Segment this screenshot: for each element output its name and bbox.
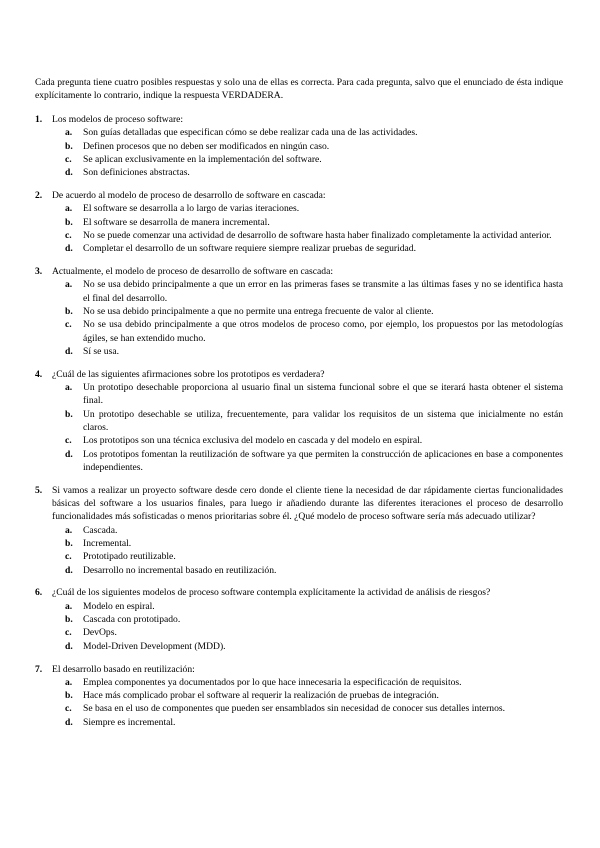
- option-letter: b.: [65, 140, 73, 152]
- question-item: [35, 663, 563, 729]
- intro-paragraph: Cada pregunta tiene cuatro posibles respuestas y solo una de ellas es correcta. Para cada pregunta, salvo que el enunciado de ésta indique explícitamente lo contrario, indique la respuesta VERDADERA.: [35, 77, 563, 102]
- option-list: [35, 202, 563, 255]
- question-item: [35, 484, 563, 577]
- option-letter: a.: [65, 127, 73, 139]
- question-stem: [35, 586, 563, 599]
- option-text: Los prototipos fomentan la reutilización de software ya que permiten la construcción de aplicaciones en base a componentes independientes.: [83, 448, 563, 473]
- option-text: Desarrollo no incremental basado en reutilización.: [83, 564, 277, 576]
- option-text: No se puede comenzar una actividad de desarrollo de software hasta haber finalizado completamente la actividad anterior.: [83, 229, 552, 241]
- option-letter: c.: [65, 435, 72, 447]
- question-text: ¿Cuál de los siguientes modelos de proceso software contempla explícitamente la actividad de análisis de riesgos?: [52, 587, 491, 599]
- option-letter: a.: [65, 600, 73, 612]
- option-list: [35, 600, 563, 653]
- answer-option: [35, 408, 563, 435]
- option-text: No se usa debido principalmente a que no permite una entrega frecuente de valor al cliente.: [83, 306, 434, 318]
- question-stem: [35, 484, 563, 524]
- question-text: Actualmente, el modelo de proceso de desarrollo de software en cascada:: [52, 266, 334, 278]
- option-text: Un prototipo desechable se utiliza, frecuentemente, para validar los requisitos de un sistema que inicialmente no están claros.: [83, 408, 563, 434]
- answer-option: [35, 448, 563, 475]
- question-number: 6.: [35, 587, 43, 599]
- answer-option: [35, 381, 563, 408]
- option-letter: a.: [65, 524, 73, 536]
- option-letter: b.: [65, 537, 73, 549]
- option-letter: b.: [65, 216, 73, 228]
- option-text: DevOps.: [83, 627, 117, 639]
- option-letter: b.: [65, 614, 73, 626]
- option-text: No se usa debido principalmente a que otros modelos de proceso como, por ejemplo, los propuestos por las metodologías ágiles, se han extendido mucho.: [83, 319, 563, 344]
- option-text: Cascada con prototipado.: [83, 614, 181, 626]
- option-text: Prototipado reutilizable.: [83, 551, 176, 563]
- question-item: [35, 368, 563, 474]
- answer-option: [35, 613, 563, 626]
- option-letter: d.: [65, 716, 73, 728]
- option-letter: a.: [65, 279, 73, 291]
- question-text: ¿Cuál de las siguientes afirmaciones sobre los prototipos es verdadera?: [52, 368, 325, 380]
- option-letter: a.: [65, 382, 73, 394]
- option-letter: b.: [65, 306, 73, 318]
- option-text: Completar el desarrollo de un software requiere siempre realizar pruebas de seguridad.: [83, 243, 416, 255]
- option-letter: d.: [65, 564, 73, 576]
- question-number: 7.: [35, 663, 43, 675]
- option-text: Cascada.: [83, 524, 118, 536]
- question-number: 5.: [35, 484, 43, 496]
- question-item: [35, 189, 563, 255]
- option-letter: d.: [65, 345, 73, 357]
- answer-option: [35, 126, 563, 139]
- question-number: 1.: [35, 114, 43, 125]
- answer-option: [35, 318, 563, 345]
- answer-option: [35, 550, 563, 563]
- option-letter: c.: [65, 551, 72, 563]
- answer-option: [35, 216, 563, 229]
- answer-option: [35, 716, 563, 729]
- option-text: Se aplican exclusivamente en la implementación del software.: [83, 153, 322, 165]
- option-letter: c.: [65, 319, 72, 331]
- question-text: Si vamos a realizar un proyecto software desde cero donde el cliente tiene la necesidad de dar rápidamente ciertas funcionalidades básicas del software a los usuarios finales, para luego ir añadiendo durante las diferentes iteraciones el proceso de desarrollo funcionalidades más sofisticadas o menos prioritarias sobre él. ¿Qué modelo de proceso software sería más adecuado utilizar?: [52, 484, 563, 523]
- answer-option: [35, 537, 563, 550]
- option-list: [35, 676, 563, 729]
- question-list: [35, 113, 563, 739]
- question-text: De acuerdo al modelo de proceso de desarrollo de software en cascada:: [52, 190, 326, 202]
- option-text: Hace más complicado probar el software al requerir la realización de pruebas de integración.: [83, 690, 439, 702]
- question-text: El desarrollo basado en reutilización:: [52, 663, 195, 675]
- answer-option: [35, 202, 563, 215]
- option-text: Siempre es incremental.: [83, 716, 176, 728]
- option-letter: c.: [65, 153, 72, 165]
- question-item: [35, 586, 563, 652]
- option-letter: c.: [65, 229, 72, 241]
- question-number: 4.: [35, 368, 43, 380]
- option-letter: b.: [65, 690, 73, 702]
- question-stem: [35, 663, 563, 676]
- answer-option: [35, 524, 563, 537]
- answer-option: [35, 434, 563, 447]
- option-list: [35, 126, 563, 179]
- option-text: Los prototipos son una técnica exclusiva del modelo en cascada y del modelo en espiral.: [83, 435, 423, 447]
- answer-option: [35, 140, 563, 153]
- question-number: 3.: [35, 266, 43, 278]
- answer-option: [35, 702, 563, 715]
- question-stem: [35, 265, 563, 278]
- option-letter: c.: [65, 703, 72, 715]
- option-text: Son definiciones abstractas.: [83, 167, 190, 179]
- answer-option: [35, 626, 563, 639]
- answer-option: [35, 305, 563, 318]
- option-text: Model-Driven Development (MDD).: [83, 640, 226, 652]
- option-list: [35, 278, 563, 358]
- option-text: No se usa debido principalmente a que un error en las primeras fases se transmite a las últimas fases y no se identifica hasta el final del desarrollo.: [83, 279, 563, 304]
- option-text: Se basa en el uso de componentes que pueden ser ensamblados sin necesidad de conocer sus detalles internos.: [83, 703, 505, 715]
- answer-option: [35, 345, 563, 358]
- question-number: 2.: [35, 190, 43, 202]
- question-item: [35, 265, 563, 358]
- option-letter: a.: [65, 203, 73, 215]
- option-text: Modelo en espiral.: [83, 600, 155, 612]
- option-letter: a.: [65, 676, 73, 688]
- option-letter: c.: [65, 627, 72, 639]
- option-text: Sí se usa.: [83, 345, 119, 357]
- option-text: Definen procesos que no deben ser modificados en ningún caso.: [83, 140, 330, 152]
- option-text: Un prototipo desechable proporciona al usuario final un sistema funcional sobre el que se iterará hasta obtener el sistema final.: [83, 382, 563, 407]
- answer-option: [35, 166, 563, 179]
- question-item: [35, 113, 563, 179]
- question-text: Los modelos de proceso software:: [52, 114, 184, 125]
- option-text: Emplea componentes ya documentados por lo que hace innecesaria la especificación de requisitos.: [83, 676, 462, 688]
- answer-option: [35, 153, 563, 166]
- answer-option: [35, 689, 563, 702]
- question-stem: [35, 189, 563, 202]
- option-letter: d.: [65, 448, 73, 460]
- question-stem: [35, 113, 563, 126]
- answer-option: [35, 229, 563, 242]
- question-stem: [35, 368, 563, 381]
- option-letter: b.: [65, 408, 73, 420]
- answer-option: [35, 640, 563, 653]
- option-letter: d.: [65, 167, 73, 179]
- option-list: [35, 524, 563, 577]
- option-text: Incremental.: [83, 537, 132, 549]
- answer-option: [35, 676, 563, 689]
- option-list: [35, 381, 563, 474]
- answer-option: [35, 564, 563, 577]
- option-text: Son guías detalladas que especifican cómo se debe realizar cada una de las actividades.: [83, 127, 418, 139]
- answer-option: [35, 600, 563, 613]
- option-letter: d.: [65, 243, 73, 255]
- answer-option: [35, 278, 563, 305]
- option-letter: d.: [65, 640, 73, 652]
- answer-option: [35, 242, 563, 255]
- option-text: El software se desarrolla de manera incremental.: [83, 216, 270, 228]
- option-text: El software se desarrolla a lo largo de varias iteraciones.: [83, 203, 300, 215]
